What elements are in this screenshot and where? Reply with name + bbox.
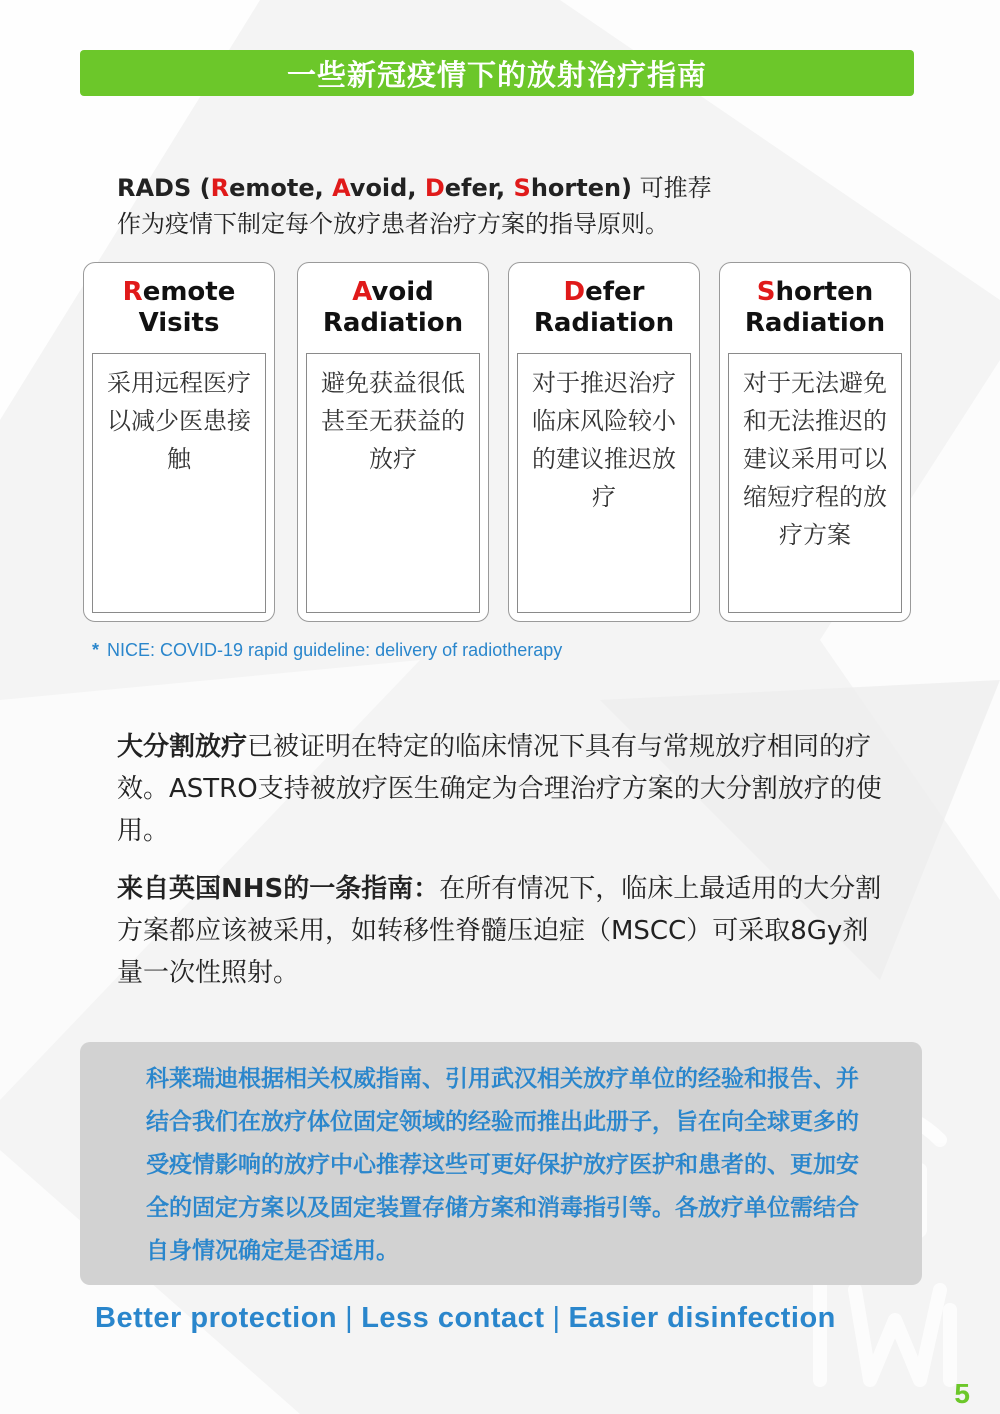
- intro-line-1: [117, 170, 877, 206]
- rads-d-rest: efer,: [444, 174, 514, 202]
- tagline-part-2: Less contact: [361, 1302, 545, 1334]
- paragraph-nhs-guideline: [117, 868, 887, 994]
- card-heading-cap: D: [563, 277, 586, 307]
- card-heading-cap: S: [756, 277, 776, 307]
- paragraph-bold-lead: 来自英国NHS的一条指南：: [117, 874, 440, 904]
- rads-s-cap: S: [513, 174, 531, 202]
- paragraph-body: 已被证明在特定的临床情况下具有与常规放疗相同的疗效。ASTRO支持被放疗医生确定为合理治疗方案的大分割放疗的使用。: [117, 732, 882, 846]
- rads-s-rest: horten): [530, 174, 633, 202]
- card-heading-line2: Radiation: [533, 308, 675, 338]
- card-shorten: [719, 262, 911, 622]
- rads-a-rest: void,: [349, 174, 425, 202]
- card-heading-line2: Visits: [138, 308, 220, 338]
- rads-r-cap: R: [210, 174, 230, 202]
- paragraph-body: 在所有情况下，临床上最适用的大分割方案都应该被采用，如转移性脊髓压迫症（MSCC）可采取8Gy剂量一次性照射。: [117, 874, 882, 988]
- page-number: 5: [954, 1378, 970, 1409]
- paragraph-bold-lead: 大分割放疗: [117, 732, 248, 762]
- page-title: 一些新冠疫情下的放射治疗指南: [286, 57, 707, 92]
- card-heading: [84, 277, 274, 339]
- citation-text: NICE: COVID-19 rapid guideline: delivery of radiotherapy: [107, 640, 563, 660]
- card-heading-rest: horten: [775, 277, 874, 307]
- tagline-separator: |: [552, 1302, 561, 1334]
- card-defer: [508, 262, 700, 622]
- card-body: 避免获益很低甚至无获益的放疗: [306, 353, 480, 613]
- card-heading-rest: emote: [142, 277, 236, 307]
- card-body: 对于无法避免和无法推迟的建议采用可以缩短疗程的放疗方案: [728, 353, 902, 613]
- citation: [92, 640, 562, 661]
- card-heading-line2: Radiation: [322, 308, 464, 338]
- card-remote: [83, 262, 275, 622]
- intro-line-2: 作为疫情下制定每个放疗患者治疗方案的指导原则。: [117, 210, 669, 238]
- rads-d-cap: D: [424, 174, 445, 202]
- card-heading-line2: Radiation: [744, 308, 886, 338]
- card-heading: [720, 277, 910, 339]
- paragraph-hypofractionation: [117, 726, 887, 852]
- tagline-part-1: Better protection: [95, 1302, 338, 1334]
- rads-lead: [117, 174, 632, 202]
- citation-star: *: [92, 640, 100, 660]
- card-body: 对于推迟治疗临床风险较小的建议推迟放疗: [517, 353, 691, 613]
- tagline-separator: |: [345, 1302, 354, 1334]
- title-banner: [80, 50, 914, 96]
- rads-r-rest: emote,: [229, 174, 333, 202]
- tagline-part-3: Easier disinfection: [568, 1302, 836, 1334]
- card-avoid: [297, 262, 489, 622]
- card-heading-rest: void: [371, 277, 434, 307]
- intro-line-1-suffix: 可推荐: [632, 174, 712, 202]
- card-heading: [509, 277, 699, 339]
- intro-text: [117, 170, 877, 242]
- rads-a-cap: A: [332, 174, 350, 202]
- highlight-text: 科莱瑞迪根据相关权威指南、引用武汉相关放疗单位的经验和报告、并结合我们在放疗体位固定领域的经验而推出此册子，旨在向全球更多的受疫情影响的放疗中心推荐这些可更好保护放疗医护和患者的、更加安全的固定方案以及固定装置存储方案和消毒指引等。各放疗单位需结合自身情况确定是否适用。: [146, 1066, 859, 1264]
- rads-prefix: RADS (: [117, 174, 211, 202]
- card-heading-rest: efer: [585, 277, 645, 307]
- card-body: 采用远程医疗以减少医患接触: [92, 353, 266, 613]
- card-heading: [298, 277, 488, 339]
- card-heading-cap: R: [122, 277, 143, 307]
- card-heading-cap: A: [352, 277, 372, 307]
- tagline: [95, 1302, 836, 1335]
